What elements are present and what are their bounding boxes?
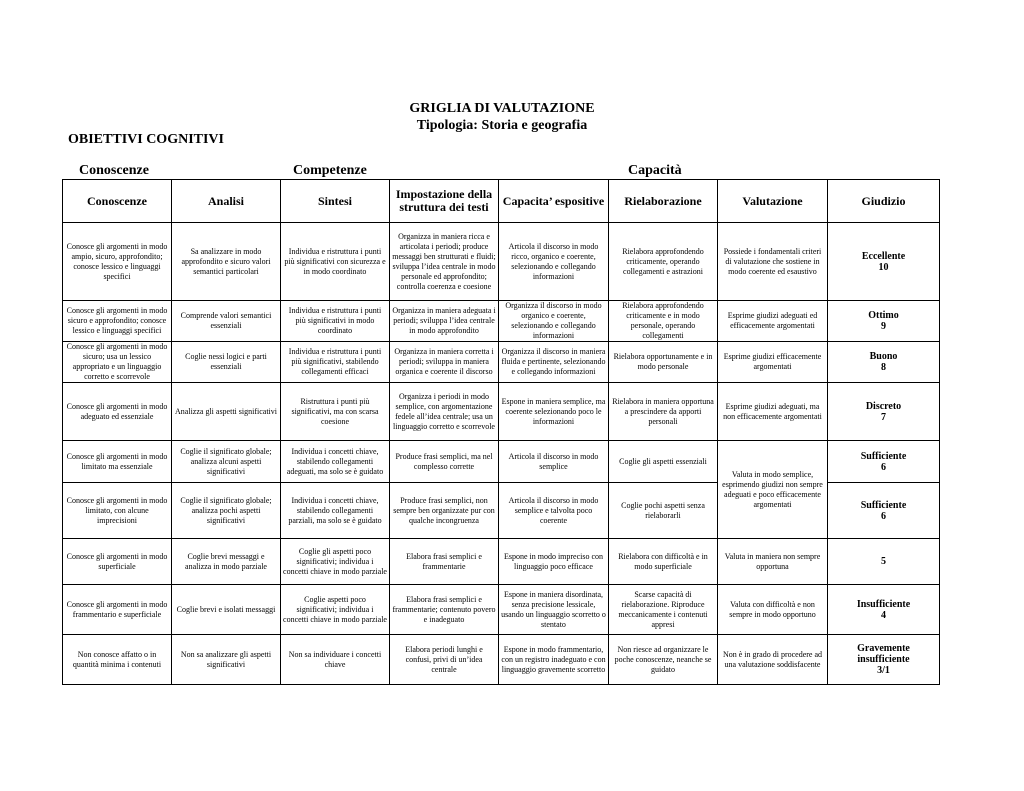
cell-espositive: Organizza il discorso in maniera fluida e pertinente, selezionando e collegando informazioni: [499, 342, 609, 383]
cell-giudizio: [828, 301, 940, 342]
cell-analisi: Analizza gli aspetti significativi: [172, 383, 281, 441]
grade-label: Insufficiente: [856, 598, 911, 610]
cell-espositive: Espone in modo impreciso con linguaggio poco efficace: [499, 539, 609, 585]
cell-analisi: Coglie il significato globale; analizza alcuni aspetti significativi: [172, 441, 281, 483]
cell-conoscenze: Conosce gli argomenti in modo frammentario e superficiale: [63, 585, 172, 635]
cell-giudizio: [828, 441, 940, 483]
column-header: Analisi: [172, 180, 281, 223]
cell-giudizio: [828, 383, 940, 441]
cell-analisi: Coglie il significato globale; analizza pochi aspetti significativi: [172, 483, 281, 539]
section-heading: OBIETTIVI COGNITIVI: [68, 132, 224, 147]
cell-valutazione: Valuta in maniera non sempre opportuna: [718, 539, 828, 585]
cell-rielaborazione: Rielabora in maniera opportuna a prescindere da apporti personali: [609, 383, 718, 441]
grade-label: Eccellente: [861, 250, 906, 262]
cell-valutazione: Esprime giudizi adeguati ed efficacemente argomentati: [718, 301, 828, 342]
grade-score: 3/1: [877, 665, 890, 676]
grade-score: 8: [881, 362, 886, 373]
table-row: [63, 539, 940, 585]
cell-valutazione: Valuta con difficoltà e non sempre in modo opportuno: [718, 585, 828, 635]
cell-conoscenze: Conosce gli argomenti in modo ampio, sicuro, approfondito; conosce lessico e linguaggi specifici: [63, 223, 172, 301]
cell-conoscenze: Conosce gli argomenti in modo adeguato ed essenziale: [63, 383, 172, 441]
grade-score: 4: [881, 609, 886, 621]
cell-rielaborazione: Non riesce ad organizzare le poche conoscenze, neanche se guidato: [609, 635, 718, 685]
cell-rielaborazione: Coglie pochi aspetti senza rielaborarli: [609, 483, 718, 539]
grade-label: Buono: [869, 351, 898, 362]
cell-espositive: Articola il discorso in modo ricco, organico e coerente, selezionando e collegando informazioni: [499, 223, 609, 301]
grade-score: 7: [881, 411, 886, 423]
cell-sintesi: Coglie aspetti poco significativi; individua i concetti chiave in modo parziale: [281, 585, 390, 635]
cell-giudizio: [828, 223, 940, 301]
cell-impostazione: Organizza in maniera corretta i periodi; sviluppa in maniera organica e coerente il discorso: [390, 342, 499, 383]
document-subtitle: Tipologia: Storia e geografia: [416, 118, 588, 133]
cell-conoscenze: Conosce gli argomenti in modo sicuro e approfondito; conosce lessico e linguaggi specifici: [63, 301, 172, 342]
cell-rielaborazione: Rielabora approfondendo criticamente, operando collegamenti e astrazioni: [609, 223, 718, 301]
cell-giudizio: [828, 342, 940, 383]
cell-valutazione: Esprime giudizi efficacemente argomentati: [718, 342, 828, 383]
grade-label: Discreto: [865, 400, 902, 412]
cell-sintesi: Individua i concetti chiave, stabilendo collegamenti parziali, ma solo se è guidato: [281, 483, 390, 539]
column-header: Capacita’ espositive: [499, 180, 609, 223]
group-label-capacita: Capacità: [628, 163, 682, 178]
grade-label: Sufficiente: [860, 450, 907, 462]
cell-sintesi: Coglie gli aspetti poco significativi; individua i concetti chiave in modo parziale: [281, 539, 390, 585]
cell-rielaborazione: Rielabora approfondendo criticamente e in modo personale, operando collegamenti: [609, 301, 718, 342]
table-row: [63, 635, 940, 685]
grade-score: 9: [881, 321, 886, 332]
table-row: [63, 223, 940, 301]
grade-score: 6: [881, 461, 886, 473]
cell-giudizio: [828, 585, 940, 635]
group-label-conoscenze: Conoscenze: [79, 163, 149, 178]
document-title: GRIGLIA DI VALUTAZIONE: [409, 101, 595, 116]
cell-espositive: Articola il discorso in modo semplice e talvolta poco coerente: [499, 483, 609, 539]
cell-sintesi: Individua e ristruttura i punti più significativi con sicurezza e in modo coordinato: [281, 223, 390, 301]
column-header: Sintesi: [281, 180, 390, 223]
cell-sintesi: Non sa individuare i concetti chiave: [281, 635, 390, 685]
cell-valutazione: Valuta in modo semplice, esprimendo giudizi non sempre adeguati e poco efficacemente argomentati: [718, 441, 828, 539]
cell-conoscenze: Conosce gli argomenti in modo limitato ma essenziale: [63, 441, 172, 483]
table-row: [63, 441, 940, 483]
cell-valutazione: Esprime giudizi adeguati, ma non efficacemente argomentati: [718, 383, 828, 441]
cell-conoscenze: Conosce gli argomenti in modo limitato, con alcune imprecisioni: [63, 483, 172, 539]
cell-sintesi: Ristruttura i punti più significativi, ma con scarsa coesione: [281, 383, 390, 441]
cell-espositive: Organizza il discorso in modo organico e coerente, selezionando e collegando informazioni: [499, 301, 609, 342]
cell-analisi: Coglie brevi e isolati messaggi: [172, 585, 281, 635]
cell-impostazione: Organizza in maniera adeguata i periodi; sviluppa l’idea centrale in modo approfondito: [390, 301, 499, 342]
cell-rielaborazione: Rielabora con difficoltà e in modo superficiale: [609, 539, 718, 585]
cell-sintesi: Individua e ristruttura i punti più significativi in modo coordinato: [281, 301, 390, 342]
cell-analisi: Coglie nessi logici e parti essenziali: [172, 342, 281, 383]
cell-espositive: Espone in maniera semplice, ma coerente selezionando poco le informazioni: [499, 383, 609, 441]
cell-analisi: Coglie brevi messaggi e analizza in modo parziale: [172, 539, 281, 585]
column-header: Impostazione della struttura dei testi: [390, 180, 499, 223]
cell-impostazione: Organizza in maniera ricca e articolata i periodi; produce messaggi ben strutturati e fluidi; sviluppa l’idea centrale in modo personale ed approfondito; controlla coerenza e coesione: [390, 223, 499, 301]
cell-conoscenze: Conosce gli argomenti in modo sicuro; usa un lessico appropriato e un linguaggio corretto e scorrevole: [63, 342, 172, 383]
grade-score: 5: [881, 556, 886, 567]
cell-giudizio: [828, 483, 940, 539]
cell-impostazione: Produce frasi semplici, non sempre ben organizzate pur con qualche incongruenza: [390, 483, 499, 539]
grade-score: 10: [878, 261, 889, 273]
cell-espositive: Espone in modo frammentario, con un registro inadeguato e con linguaggio gravemente scorretto: [499, 635, 609, 685]
cell-conoscenze: Conosce gli argomenti in modo superficiale: [63, 539, 172, 585]
header-row: [63, 180, 940, 223]
cell-analisi: Non sa analizzare gli aspetti significativi: [172, 635, 281, 685]
grade-score: 6: [881, 510, 886, 522]
cell-analisi: Comprende valori semantici essenziali: [172, 301, 281, 342]
cell-conoscenze: Non conosce affatto o in quantità minima i contenuti: [63, 635, 172, 685]
grade-label: Sufficiente: [860, 499, 907, 511]
cell-sintesi: Individua i concetti chiave, stabilendo collegamenti adeguati, ma solo se è guidato: [281, 441, 390, 483]
table-row: [63, 301, 940, 342]
cell-giudizio: [828, 539, 940, 585]
cell-rielaborazione: Rielabora opportunamente e in modo personale: [609, 342, 718, 383]
cell-impostazione: Organizza i periodi in modo semplice, con argomentazione fedele all’idea centrale; usa un linguaggio corretto e scorrevole: [390, 383, 499, 441]
cell-valutazione: Possiede i fondamentali criteri di valutazione che sostiene in modo coerente ed esaustivo: [718, 223, 828, 301]
cell-impostazione: Elabora periodi lunghi e confusi, privi di un’idea centrale: [390, 635, 499, 685]
cell-rielaborazione: Scarse capacità di rielaborazione. Riproduce meccanicamente i contenuti appresi: [609, 585, 718, 635]
column-header: Valutazione: [718, 180, 828, 223]
cell-analisi: Sa analizzare in modo approfondito e sicuro valori semantici particolari: [172, 223, 281, 301]
column-header: Rielaborazione: [609, 180, 718, 223]
cell-impostazione: Produce frasi semplici, ma nel complesso corrette: [390, 441, 499, 483]
column-header: Giudizio: [828, 180, 940, 223]
column-header: Conoscenze: [63, 180, 172, 223]
cell-valutazione: Non è in grado di procedere ad una valutazione soddisfacente: [718, 635, 828, 685]
grade-label: Ottimo: [868, 310, 899, 321]
cell-rielaborazione: Coglie gli aspetti essenziali: [609, 441, 718, 483]
cell-giudizio: [828, 635, 940, 685]
evaluation-grid: [62, 179, 940, 685]
table-row: [63, 342, 940, 383]
grade-label: Gravemente insufficiente: [857, 643, 910, 665]
table-row: [63, 383, 940, 441]
cell-impostazione: Elabora frasi semplici e frammentarie: [390, 539, 499, 585]
table-row: [63, 585, 940, 635]
cell-sintesi: Individua e ristruttura i punti più significativi, stabilendo collegamenti efficaci: [281, 342, 390, 383]
cell-impostazione: Elabora frasi semplici e frammentarie; contenuto povero e inadeguato: [390, 585, 499, 635]
group-label-competenze: Competenze: [293, 163, 367, 178]
cell-espositive: Articola il discorso in modo semplice: [499, 441, 609, 483]
cell-espositive: Espone in maniera disordinata, senza precisione lessicale, usando un linguaggio scorretto o stentato: [499, 585, 609, 635]
